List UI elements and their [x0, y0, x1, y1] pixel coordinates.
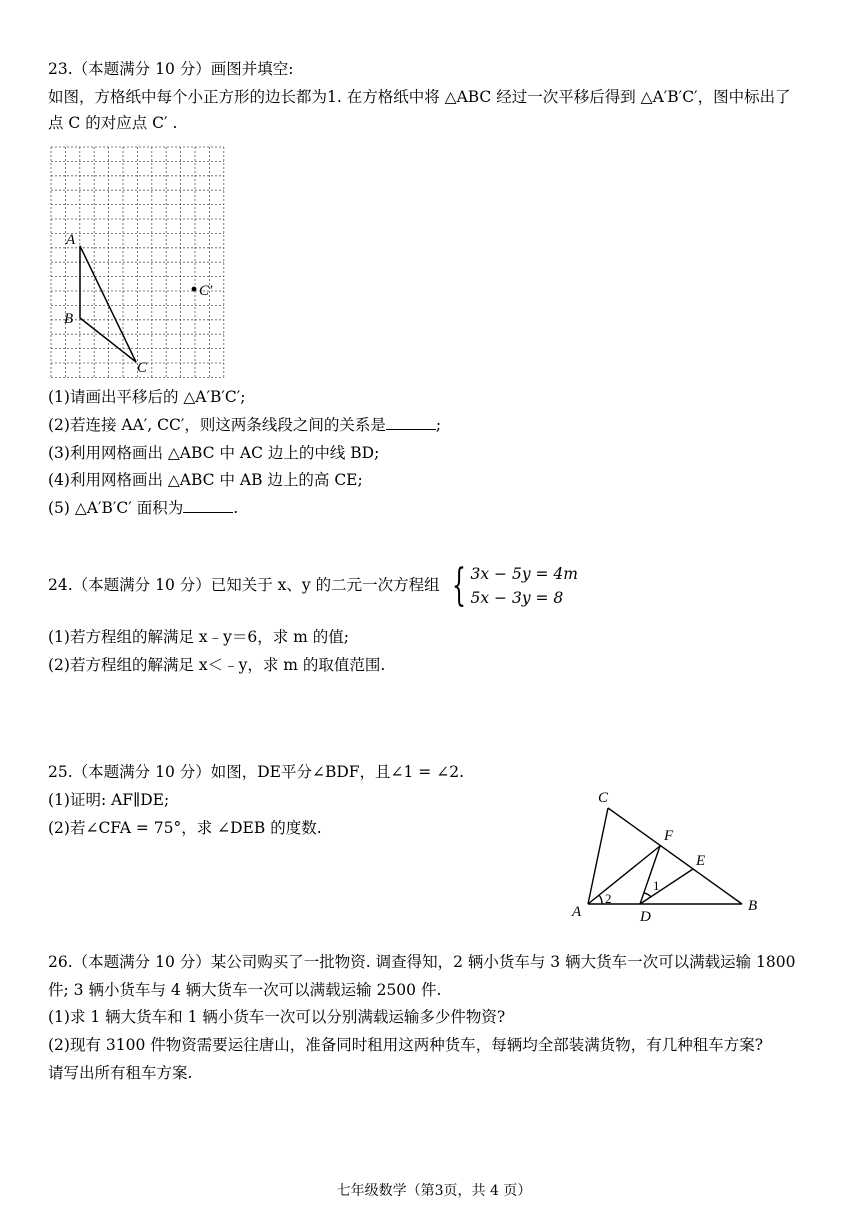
label-c-prime: C′ [199, 283, 213, 299]
q26-part2: (2)现有 3100 件物资需要运往唐山，准备同时租用这两种货车，每辆均全部装满货物，有几种租车方案? [48, 1036, 764, 1054]
q26-part2-cont: 请写出所有租车方案. [48, 1064, 193, 1082]
label-b: B [748, 898, 758, 914]
q25-part2: (2)若∠CFA = 75°，求 ∠DEB 的度数. [48, 819, 322, 837]
angle-2-arc [599, 895, 602, 904]
equation-2: 5x − 3y = 8 [470, 589, 564, 607]
label-d: D [640, 909, 651, 925]
label-e: E [696, 853, 706, 869]
q24-title-line [48, 560, 578, 610]
q23-part3: (3)利用网格画出 △ABC 中 AC 边上的中线 BD; [48, 444, 380, 462]
q23-grid-figure [50, 146, 230, 378]
answer-blank[interactable] [183, 498, 233, 513]
q23-part1: (1)请画出平移后的 △A′B′C′; [48, 388, 246, 406]
q24-title: 24.（本题满分 10 分）已知关于 x、y 的二元一次方程组 [48, 576, 440, 594]
angle-label-2: 2 [605, 891, 612, 906]
q25-title: 25.（本题满分 10 分）如图，DE平分∠BDF，且∠1 = ∠2. [48, 763, 464, 781]
label-b: B [64, 311, 74, 327]
q23-part5-end: . [233, 499, 239, 517]
label-c: C [598, 790, 609, 806]
q24-part2: (2)若方程组的解满足 x＜﹣y，求 m 的取值范围. [48, 656, 386, 674]
q26-line1: 26.（本题满分 10 分）某公司购买了一批物资. 调查得知，2 辆小货车与 3 辆大货车一次可以满载运输 1800 [48, 953, 796, 971]
answer-blank[interactable] [386, 415, 436, 430]
square-grid [51, 147, 224, 377]
equation-system [445, 562, 578, 610]
q25-geometry-figure [560, 786, 770, 926]
label-a: A [66, 232, 76, 248]
point-c-prime [192, 287, 197, 292]
q24-part1: (1)若方程组的解满足 x﹣y＝6，求 m 的值; [48, 628, 350, 646]
q23-intro-line2: 点 C 的对应点 C′ . [48, 114, 178, 132]
label-a: A [572, 904, 582, 920]
q26-part1: (1)求 1 辆大货车和 1 辆小货车一次可以分别满载运输多少件物资? [48, 1008, 506, 1026]
q23-part2 [48, 414, 441, 436]
q23-intro-line1: 如图，方格纸中每个小正方形的边长都为1. 在方格纸中将 △ABC 经过一次平移后得到 △A′B′C′，图中标出了 [48, 88, 791, 106]
angle-1-arc [644, 893, 651, 897]
q23-part2-text: (2)若连接 AA′, CC′，则这两条线段之间的关系是 [48, 416, 386, 434]
segment-cb [608, 808, 742, 904]
triangle-abc [80, 246, 136, 362]
angle-label-1: 1 [653, 878, 660, 893]
q25-part1: (1)证明: AF∥DE; [48, 791, 170, 809]
q26-line2: 件; 3 辆小货车与 4 辆大货车一次可以满载运输 2500 件. [48, 981, 442, 999]
q23-title: 23.（本题满分 10 分）画图并填空: [48, 60, 294, 78]
q23-part2-end: ; [435, 416, 442, 434]
equation-1: 3x − 5y = 4m [470, 565, 578, 583]
q23-part5 [48, 497, 238, 519]
brace-icon: { [451, 560, 466, 611]
segment-de [640, 869, 693, 904]
label-f: F [664, 828, 674, 844]
q23-part5-text: (5) △A′B′C′ 面积为 [48, 499, 184, 517]
label-c: C [137, 360, 148, 376]
page-footer: 七年级数学（第3页，共 4 页） [336, 1183, 532, 1199]
q23-part4: (4)利用网格画出 △ABC 中 AB 边上的高 CE; [48, 471, 363, 489]
